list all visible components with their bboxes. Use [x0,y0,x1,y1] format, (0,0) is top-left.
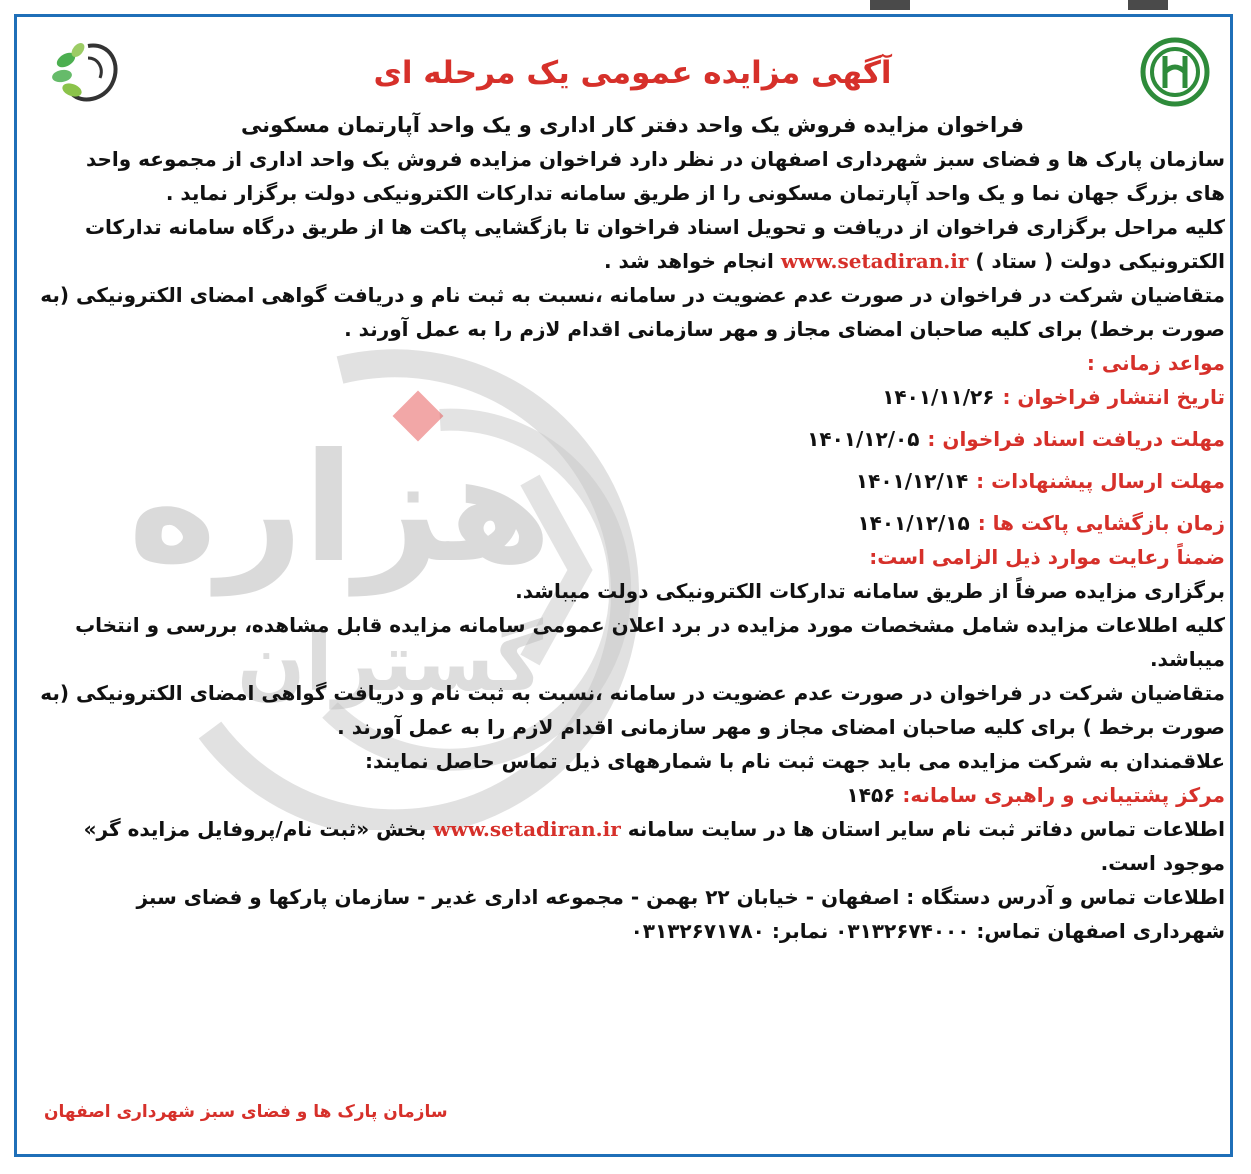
requirement-item: کلیه اطلاعات مزایده شامل مشخصات مورد مزایده در برد اعلان عمومی سامانه مزایده قابل مشاهده، بررسی و انتخاب میباشد. [75,613,1225,671]
procedure-paragraph [40,210,1225,278]
setadiran-link-2[interactable]: www.setadiran.ir [433,817,621,841]
watermark-text-sub: گستران [236,616,544,709]
requirement-item: برگزاری مزایده صرفاً از طریق سامانه تدارکات الکترونیکی دولت میباشد. [515,579,1225,603]
schedule-heading: مواعد زمانی : [1086,351,1225,375]
registration-paragraph: متقاضیان شرکت در فراخوان در صورت عدم عضویت در سامانه ،نسبت به ثبت نام و دریافت گواهی امضای الکترونیکی (به صورت برخط) برای کلیه صاحبان امضای مجاز و مهر سازمانی اقدام لازم را به عمل آورند . [40,283,1225,341]
schedule-item [40,422,1225,456]
organization-signature: سازمان پارک ها و فضای سبز شهرداری اصفهان [44,1102,448,1122]
procedure-text: کلیه مراحل برگزاری فراخوان از دریافت و تحویل اسناد فراخوان تا بازگشایی پاکت ها از طریق درگاه سامانه تدارکات الکترونیکی دولت ( ستاد ) [84,215,1225,273]
watermark-text-main: هزاره [128,422,552,596]
contact-paragraph [40,812,1225,880]
schedule-value: ۱۴۰۱/۱۲/۰۵ [807,427,920,451]
notice-subtitle: فراخوان مزایده فروش یک واحد دفتر کار اداری و یک واحد آپارتمان مسکونی [240,113,1025,137]
schedule-label: مهلت دریافت اسناد فراخوان : [927,427,1225,451]
intro-paragraph: سازمان پارک ها و فضای سبز شهرداری اصفهان در نظر دارد فراخوان مزایده فروش یک واحد اداری از مجموعه واحد های بزرگ جهان نما و یک واحد آپارتمان مسکونی را از طریق سامانه تدارکات الکترونیکی دولت برگزار نماید . [85,147,1225,205]
contact-text-end: بخش «ثبت نام/پروفایل مزایده گر» موجود است. [83,817,1225,875]
schedule-value: ۱۴۰۱/۱۲/۱۴ [855,469,969,493]
contact-text: اطلاعات تماس دفاتر ثبت نام سایر استان ها در سایت سامانه [627,817,1225,841]
requirements-heading: ضمناً رعایت موارد ذیل الزامی است: [869,545,1225,569]
procedure-text-end: انجام خواهد شد . [603,249,781,273]
support-line [40,778,1225,812]
scan-mark-left [870,0,910,10]
support-label: مرکز پشتیبانی و راهبری سامانه: [902,783,1225,807]
setadiran-link[interactable]: www.setadiran.ir [780,249,969,273]
schedule-item [40,380,1225,414]
requirement-item: متقاضیان شرکت در فراخوان در صورت عدم عضویت در سامانه ،نسبت به ثبت نام و دریافت گواهی امضای الکترونیکی (به صورت برخط ) برای کلیه صاحبان امضای مجاز و مهر سازمانی اقدام لازم را به عمل آورند . [40,681,1225,739]
schedule-label: تاریخ انتشار فراخوان : [1002,385,1225,409]
schedule-value: ۱۴۰۱/۱۲/۱۵ [857,511,970,535]
notice-title: آگهی مزایده عمومی یک مرحله ای [373,55,892,91]
scan-mark-right [1128,0,1168,10]
schedule-item [40,464,1225,498]
address-paragraph: اطلاعات تماس و آدرس دستگاه : اصفهان - خیابان ۲۲ بهمن - مجموعه اداری غدیر - سازمان پارکها و فضای سبز شهرداری اصفهان تماس: ۰۳۱۳۲۶۷۴۰۰۰ نمابر: ۰۳۱۳۲۶۷۱۷۸۰ [136,885,1225,943]
schedule-label: زمان بازگشایی پاکت ها : [977,511,1225,535]
schedule-label: مهلت ارسال پیشنهادات : [976,469,1225,493]
schedule-value: ۱۴۰۱/۱۱/۲۶ [882,385,995,409]
notice-body [40,50,1225,948]
support-number: ۱۴۵۶ [846,783,896,807]
requirement-item: علاقمندان به شرکت مزایده می باید جهت ثبت نام با شمارههای ذیل تماس حاصل نمایند: [364,749,1225,773]
schedule-item [40,506,1225,540]
